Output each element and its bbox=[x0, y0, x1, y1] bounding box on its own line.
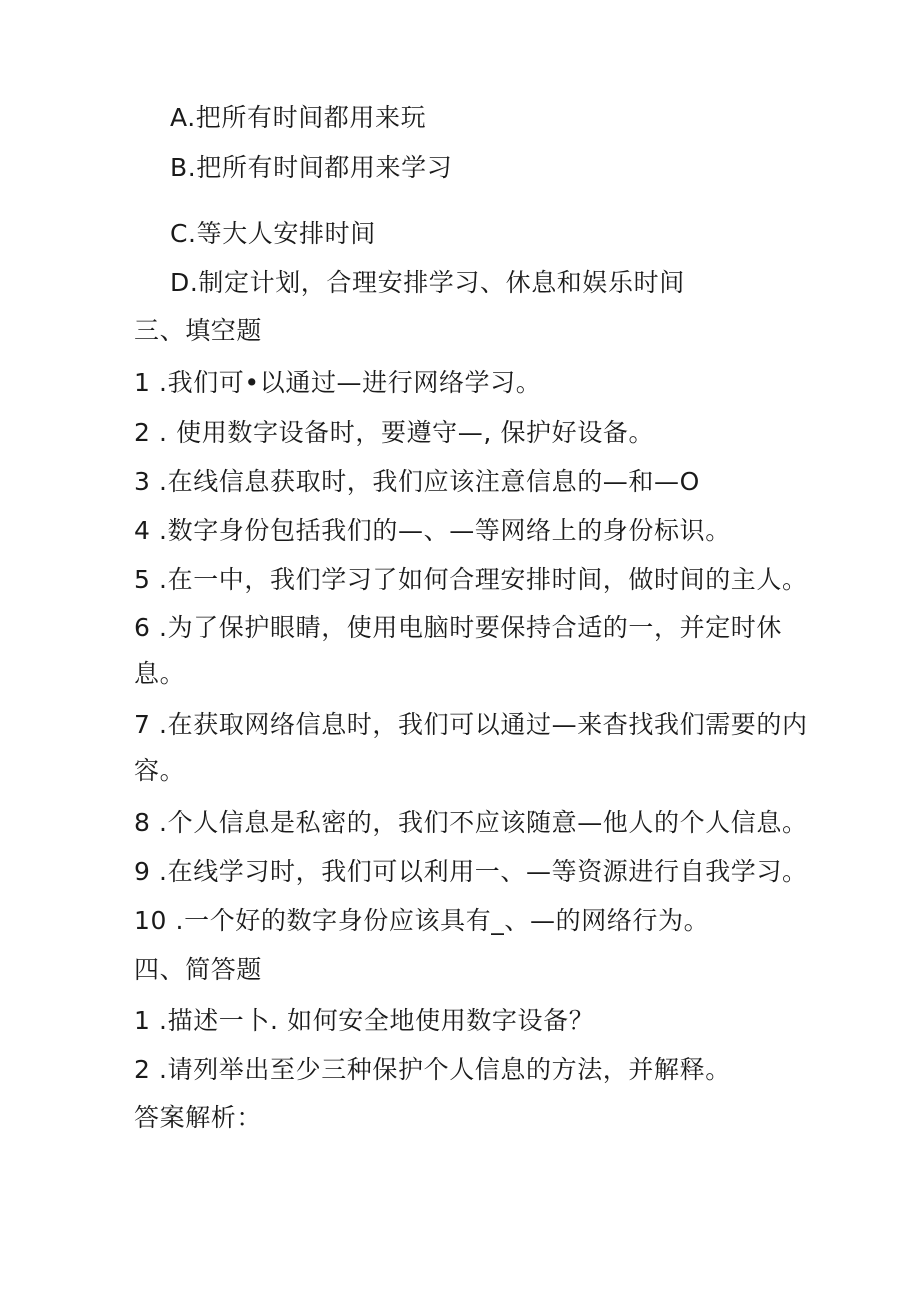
question-item: 3 .在线信息获取时，我们应该注意信息的—和—O bbox=[134, 467, 700, 496]
question-item-continued: 息。 bbox=[134, 659, 186, 688]
question-item: 7 .在获取网络信息时，我们可以通过—来杳找我们需要的内 bbox=[134, 710, 808, 739]
question-item: 2 . 使用数字设备时，要遵守—, 保护好设备。 bbox=[134, 418, 655, 447]
question-item: 4 .数字身份包括我们的—、—等网络上的身份标识。 bbox=[134, 516, 731, 545]
question-item: 5 .在一中，我们学习了如何合理安排时间，做时间的主人。 bbox=[134, 565, 808, 594]
question-item: 2 .请列举出至少三种保护个人信息的方法，并解释。 bbox=[134, 1055, 731, 1084]
question-item-continued: 容。 bbox=[134, 756, 186, 785]
question-item: 1 .我们可•以通过—进行网络学习。 bbox=[134, 368, 542, 397]
question-item: 6 .为了保护眼睛，使用电脑时要保持合适的一，并定时休 bbox=[134, 613, 783, 642]
option-a: A.把所有时间都用来玩 bbox=[170, 103, 427, 132]
question-item: 1 .描述一卜. 如何安全地使用数字设备？ bbox=[134, 1006, 595, 1035]
option-d: D.制定计划，合理安排学习、休息和娱乐时间 bbox=[170, 268, 685, 297]
section-heading: 三、填空题 bbox=[134, 316, 263, 345]
question-item: 10 .一个好的数字身份应该具有_、—的网络行为。 bbox=[134, 906, 710, 935]
option-c: C.等大人安排时间 bbox=[170, 219, 376, 248]
question-item: 9 .在线学习时，我们可以利用一、—等资源进行自我学习。 bbox=[134, 857, 808, 886]
answers-heading: 答案解析： bbox=[134, 1103, 263, 1132]
section-heading: 四、简答题 bbox=[134, 955, 263, 984]
question-item: 8 .个人信息是私密的，我们不应该随意—他人的个人信息。 bbox=[134, 808, 808, 837]
option-b: B.把所有时间都用来学习 bbox=[170, 153, 453, 182]
